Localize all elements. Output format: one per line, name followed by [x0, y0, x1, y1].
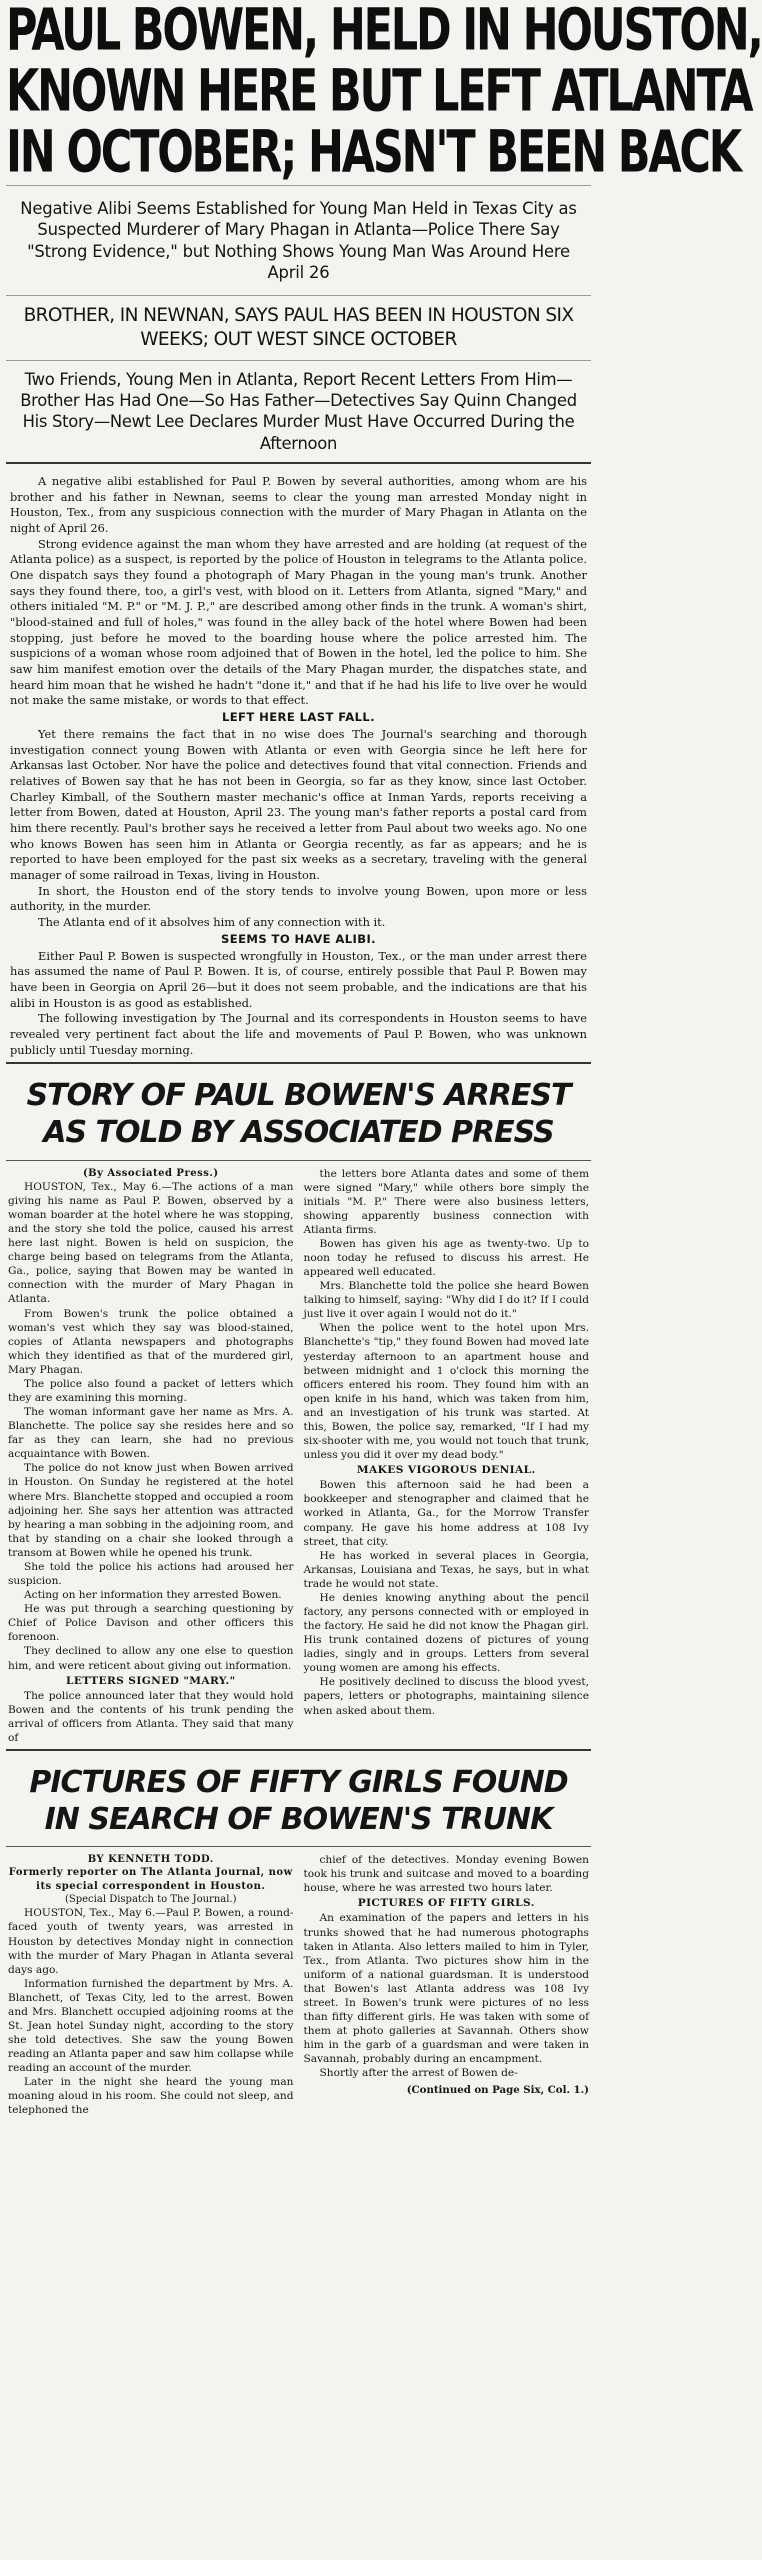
lead-paragraph: In short, the Houston end of the story tends to involve young Bowen, upon more or less authority, in the murder.: [10, 883, 587, 914]
story2-paragraph: He positively declined to discuss the blood yvest, papers, letters or photographs, maintaining silence when asked about them.: [303, 1676, 589, 1717]
story3-byline-note: Formerly reporter on The Atlanta Journal, now its special correspondent in Houston.: [8, 1867, 293, 1892]
story3-byline: BY KENNETH TODD.: [87, 1854, 214, 1866]
story2-byline: (By Associated Press.): [82, 1167, 219, 1179]
story2-paragraph: The woman informant gave her name as Mrs. A. Blanchette. The police say she resides here and so far as they can learn, she had no previous acquaintance with Bowen.: [8, 1406, 294, 1461]
story2-paragraph: Mrs. Blanchette told the police she heard Bowen talking to himself, saying: "Why did I do it? If I could just live it over again I would not do it.": [303, 1280, 589, 1321]
lead-paragraph: Either Paul P. Bowen is suspected wrongfully in Houston, Tex., or the man under arrest there has assumed the name of Paul P. Bowen. It is, of course, entirely possible that Paul P. Bowen may have been in Georgia on April 26—but it does not seem probable, and the indications are that his alibi in Houston is as good as established.: [10, 948, 587, 1010]
story3-paragraph: An examination of the papers and letters in his trunks showed that he had numerous photographs taken in Atlanta. Also letters mailed to him in Tyler, Tex., from Atlanta. Two pictures show him in the uniform of a national guardsman. It is understood that Bowen's last Atlanta address was 108 Ivy street. In Bowen's trunk were pictures of no less than fifty different girls. He was taken with some of them at photo galleries at Savannah. Others show him in the garb of a guardsman and were taken in Savannah, probably during an encampment.: [303, 1912, 589, 2066]
story3-paragraph: HOUSTON, Tex., May 6.—Paul P. Bowen, a round-faced youth of twenty years, was arrested in Houston by detectives Monday night in connection with the murder of Mary Phagan in Atlanta several days ago.: [8, 1907, 294, 1976]
story2-paragraph: The police announced later that they would hold Bowen and the contents of his trunk pending the arrival of officers from Atlanta. They said that many of: [8, 1689, 294, 1744]
story3-right-column: [304, 1853, 590, 2117]
story2-paragraph: From Bowen's trunk the police obtained a woman's vest which they say was blood-stained, copies of Atlanta newspapers and photographs which they identified as that of the murdered girl, Mary Phagan.: [8, 1307, 294, 1376]
story3-paragraph: Later in the night she heard the young man moaning aloud in his room. She could not sleep, and telephoned the: [8, 2076, 294, 2117]
story2-paragraph: He denies knowing anything about the pencil factory, any persons connected with or employed in the factory. He said he did not know the Phagan girl. His trunk contained dozens of pictures of young ladies, singly and in groups. Letters from several young women are among his effects.: [303, 1591, 589, 1675]
story3-headline: [6, 1749, 591, 1847]
story3-paragraph: Shortly after the arrest of Bowen de-: [319, 2067, 518, 2080]
story3-dispatch-credit: (Special Dispatch to The Journal.): [64, 1894, 237, 1906]
story3-paragraph: chief of the detectives. Monday evening Bowen took his trunk and suitcase and moved to a boarding house, where he was arrested two hours later.: [303, 1854, 589, 1895]
story3-paragraph: Information furnished the department by Mrs. A. Blanchett, of Texas City, led to the arrest. Bowen and Mrs. Blanchett occupied adjoining rooms at the St. Jean hotel Sunday night, according to the story she told detectives. She saw the young Bowen reading an Atlanta paper and saw him collapse while reading an account of the murder.: [8, 1977, 294, 2075]
story2-headline: [6, 1062, 591, 1160]
headline-line-2: KNOWN HERE BUT LEFT ATLANTA: [6, 57, 752, 126]
story2-paragraph: Bowen this afternoon said he had been a bookkeeper and stenographer and claimed that he worked in Atlanta, Ga., for the Morrow Transfer company. He gave his home address at 108 Ivy street, that city.: [303, 1479, 589, 1548]
story2-headline-line-2: AS TOLD BY ASSOCIATED PRESS: [43, 1114, 554, 1150]
story2-paragraph: HOUSTON, Tex., May 6.—The actions of a man giving his name as Paul P. Bowen, observed by a woman boarder at the hotel where he was stopping, and the story she told the police, caused his arrest here last night. Bowen is held on suspicion, the charge being based on telegrams from the Atlanta, Ga., police, saying that Bowen may be wanted in connection with the murder of Mary Phagan in Atlanta.: [8, 1180, 294, 1306]
story2-paragraph: The police do not know just when Bowen arrived in Houston. On Sunday he registered at the hotel where Mrs. Blanchette stopped and occupied a room adjoining her. She says her attention was attracted by hearing a man sobbing in the adjoining room, and that by standing on a chair she looked through a transom at Bowen while he opened his trunk.: [8, 1462, 294, 1559]
subheadline-deck-2: BROTHER, IN NEWNAN, SAYS PAUL HAS BEEN IN HOUSTON SIX WEEKS; OUT WEST SINCE OCTOBER: [6, 296, 591, 360]
story2-paragraph: He has worked in several places in Georgia, Arkansas, Louisiana and Texas, he says, but in what trade he would not state.: [303, 1549, 589, 1590]
story3-headline-line-1: PICTURES OF FIFTY GIRLS FOUND: [29, 1764, 568, 1800]
story2-paragraph: She told the police his actions had aroused her suspicion.: [8, 1560, 294, 1588]
story2-paragraph: He was put through a searching questioning by Chief of Police Davison and other officers this forenoon.: [8, 1603, 294, 1644]
subheadline-deck-3: Two Friends, Young Men in Atlanta, Report Recent Letters From Him—Brother Has Had One—So Has Father—Detectives Say Quinn Changed His Story—Newt Lee Declares Murder Must Have Occurred During the Afternoon: [6, 361, 591, 464]
story2-paragraph: Bowen has given his age as twenty-two. Up to noon today he refused to discuss his arrest. He appeared well educated.: [303, 1237, 589, 1279]
lead-paragraph: Yet there remains the fact that in no wise does The Journal's searching and thorough investigation connect young Bowen with Atlanta or even with Georgia since he left here for Arkansas last October. Nor have the police and detectives found that vital connection. Friends and relatives of Bowen say that he has not been in Georgia, so far as they know, since last October. Charley Kimball, of the Southern master mechanic's office at Inman Yards, reports receiving a letter from Bowen, dated at Houston, April 23. The young man's father reports a postal card from him there recently. Paul's brother says he received a letter from Paul about two weeks ago. No one who knows Bowen has seen him in Atlanta or Georgia recently, as far as appears; and he is reported to have been employed for the past six weeks as a secretary, traveling with the general manager of some railroad in Texas, living in Houston.: [10, 726, 587, 883]
story2-columns: [6, 1161, 591, 1749]
section-subhead: SEEMS TO HAVE ALIBI.: [221, 931, 376, 946]
story2-paragraph: Acting on her information they arrested Bowen.: [24, 1589, 282, 1602]
story2-paragraph: They declined to allow any one else to question him, and were reticent about giving out information.: [8, 1645, 294, 1672]
story2-subhead: MAKES VIGOROUS DENIAL.: [356, 1464, 536, 1477]
story3-left-column: [8, 1853, 294, 2117]
story2-paragraph: the letters bore Atlanta dates and some of them were signed "Mary," while others bore simply the initials "M. P." There were also business letters, showing apparently business connection with Atlanta firms.: [303, 1167, 589, 1236]
headline-line-1: PAUL BOWEN, HELD IN HOUSTON,: [6, 0, 762, 65]
lead-paragraph: The Atlanta end of it absolves him of any connection with it.: [38, 915, 386, 930]
lead-paragraph: A negative alibi established for Paul P. Bowen by several authorities, among whom are his brother and his father in Newnan, seems to clear the young man arrested Monday night in Houston, Tex., from any suspicious connection with the murder of Mary Phagan in Atlanta on the night of April 26.: [10, 473, 587, 535]
story2-headline-line-1: STORY OF PAUL BOWEN'S ARREST: [26, 1078, 571, 1114]
lead-paragraph: Strong evidence against the man whom they have arrested and are holding (at request of the Atlanta police) as a suspect, is reported by the police of Houston in telegrams to the Atlanta police. One dispatch says they found a photograph of Mary Phagan in the young man's trunk. Another says they found there, too, a girl's vest, with blood on it. Letters from Atlanta, signed "Mary," and others initialed "M. P." or "M. J. P.," are described among other finds in the trunk. A woman's shirt, "blood-stained and full of holes," was found in the alley back of the hotel where Bowen had been stopping, just before he moved to the boarding house where the police arrested him. The suspicions of a woman whose room adjoined that of Bowen in the hotel, led the police to him. She saw him manifest emotion over the details of the Mary Phagan murder, the dispatches state, and heard him moan that he wished he hadn't "done it," and that if he had his life to live over he would not make the same mistake, or words to that effect.: [10, 536, 587, 708]
newspaper-page: [6, 0, 762, 2558]
headline-line-3: IN OCTOBER; HASN'T BEEN BACK: [6, 118, 740, 187]
story3-headline-line-2: IN SEARCH OF BOWEN'S TRUNK: [44, 1801, 553, 1837]
continued-notice: (Continued on Page Six, Col. 1.): [406, 2084, 589, 2097]
story3-columns: [6, 1847, 591, 2121]
story2-paragraph: When the police went to the hotel upon Mrs. Blanchette's "tip," they found Bowen had moved late yesterday afternoon to an apartment house and between midnight and 1 o'clock this morning the officers entered his room. They found him with an open knife in his hand, which was taken from him, and an investigation of his trunk was started. At this, Bowen, the police say, remarked, "If I had my six-shooter with me, you would not touch that trunk, unless you did it over my dead body.": [303, 1322, 589, 1462]
story3-subhead: PICTURES OF FIFTY GIRLS.: [357, 1897, 535, 1910]
section-subhead: LEFT HERE LAST FALL.: [221, 710, 376, 725]
story2-left-column: [8, 1167, 294, 1745]
story2-subhead: LETTERS SIGNED "MARY.": [65, 1674, 236, 1687]
main-headline: [6, 0, 762, 187]
lead-paragraph: The following investigation by The Journal and its correspondents in Houston seems to have revealed very pertinent fact about the life and movements of Paul P. Bowen, who was unknown publicly until Tuesday morning.: [10, 1011, 587, 1057]
subheadline-deck-1: Negative Alibi Seems Established for Young Man Held in Texas City as Suspected Murderer of Mary Phagan in Atlanta—Police There Say "Strong Evidence," but Nothing Shows Young Man Was Around Here April 26: [6, 185, 591, 296]
story2-paragraph: The police also found a packet of letters which they are examining this morning.: [8, 1377, 294, 1405]
lead-story-body: [6, 464, 591, 1062]
story2-right-column: [304, 1167, 590, 1745]
